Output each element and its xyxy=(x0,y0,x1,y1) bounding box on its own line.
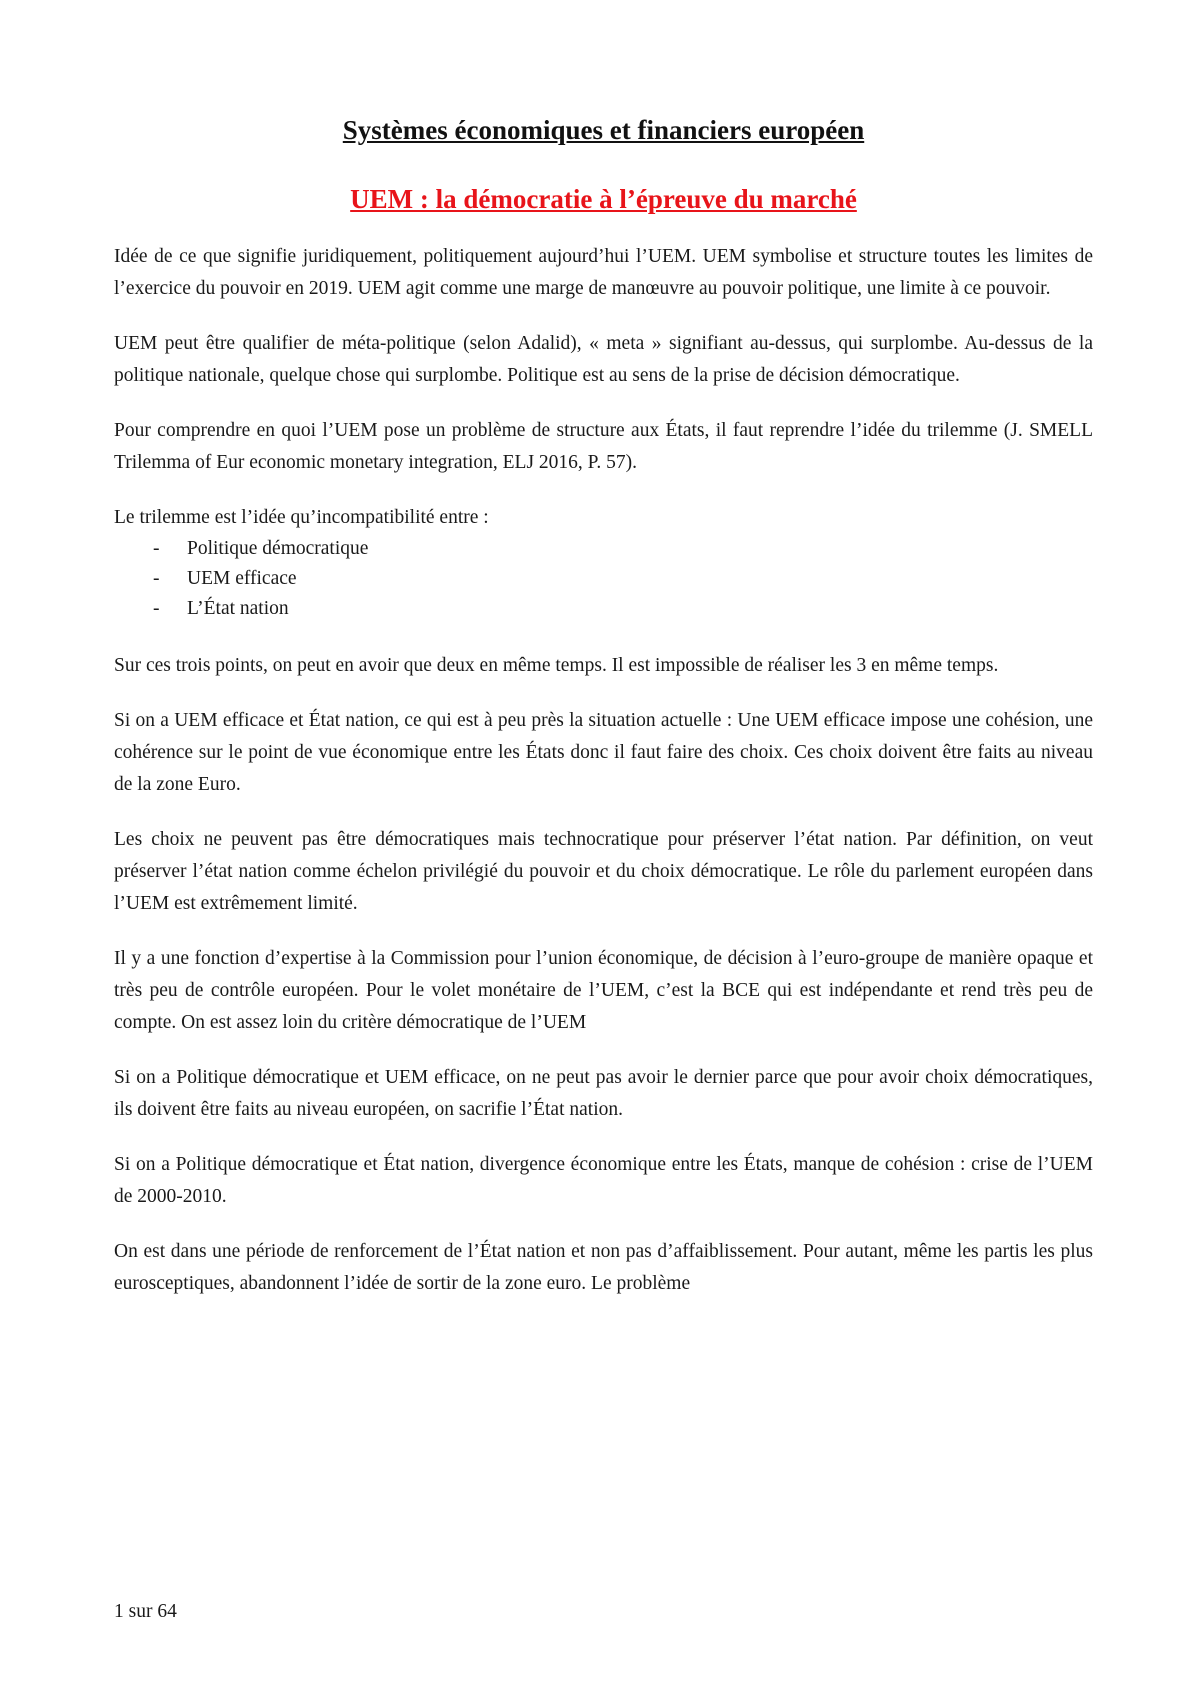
document-title: Systèmes économiques et financiers européen xyxy=(342,115,865,145)
list-item-label: UEM efficace xyxy=(187,568,297,589)
list-marker: - xyxy=(153,568,160,589)
paragraph-6: Si on a UEM efficace et État nation, ce qui est à peu près la situation actuelle : Une UEM efficace impose une cohésion, une cohérence sur le point de vue économique entre les États donc il faut faire des choix. Ces choix doivent être faits au niveau de la zone Euro. xyxy=(114,710,1093,795)
list-item xyxy=(114,534,1093,564)
paragraph-11: On est dans une période de renforcement de l’État nation et non pas d’affaiblissement. Pour autant, même les partis les plus eurosceptiques, abandonnent l’idée de sortir de la zone euro. Le problème xyxy=(114,1241,1093,1294)
paragraph-2: UEM peut être qualifier de méta-politique (selon Adalid), « meta » signifiant au-dessus, qui surplombe. Au-dessus de la politique nationale, quelque chose qui surplombe. Politique est au sens de la prise de décision démocratique. xyxy=(114,333,1093,386)
list-item-label: L’État nation xyxy=(187,598,289,619)
paragraph-5: Sur ces trois points, on peut en avoir que deux en même temps. Il est impossible de réaliser les 3 en même temps. xyxy=(114,655,999,676)
paragraph-7: Les choix ne peuvent pas être démocratiques mais technocratique pour préserver l’état nation. Par définition, on veut préserver l’état nation comme échelon privilégié du pouvoir et du choix démocratique. Le rôle du parlement européen dans l’UEM est extrêmement limité. xyxy=(114,829,1093,914)
paragraph-9: Si on a Politique démocratique et UEM efficace, on ne peut pas avoir le dernier parce que pour avoir choix démocratiques, ils doivent être faits au niveau européen, on sacrifie l’État nation. xyxy=(114,1067,1093,1120)
list-item xyxy=(114,594,1093,624)
list-marker: - xyxy=(153,538,160,559)
list-item-label: Politique démocratique xyxy=(187,538,369,559)
trilemma-list xyxy=(114,534,1093,624)
paragraph-4: Le trilemme est l’idée qu’incompatibilité entre : xyxy=(114,507,489,528)
page-number: 1 sur 64 xyxy=(114,1601,177,1622)
list-item xyxy=(114,564,1093,594)
page-content xyxy=(114,112,1093,1300)
list-marker: - xyxy=(153,598,160,619)
section-heading: UEM : la démocratie à l’épreuve du marché xyxy=(350,184,857,214)
paragraph-8: Il y a une fonction d’expertise à la Commission pour l’union économique, de décision à l’euro-groupe de manière opaque et très peu de contrôle européen. Pour le volet monétaire de l’UEM, c’est la BCE qui est indépendante et rend très peu de compte. On est assez loin du critère démocratique de l’UEM xyxy=(114,948,1093,1033)
paragraph-10: Si on a Politique démocratique et État nation, divergence économique entre les États, manque de cohésion : crise de l’UEM de 2000-2010. xyxy=(114,1154,1093,1207)
paragraph-1: Idée de ce que signifie juridiquement, politiquement aujourd’hui l’UEM. UEM symbolise et structure toutes les limites de l’exercice du pouvoir en 2019. UEM agit comme une marge de manœuvre au pouvoir politique, une limite à ce pouvoir. xyxy=(114,246,1093,299)
paragraph-3: Pour comprendre en quoi l’UEM pose un problème de structure aux États, il faut reprendre l’idée du trilemme (J. SMELL Trilemma of Eur economic monetary integration, ELJ 2016, P. 57). xyxy=(114,420,1093,473)
